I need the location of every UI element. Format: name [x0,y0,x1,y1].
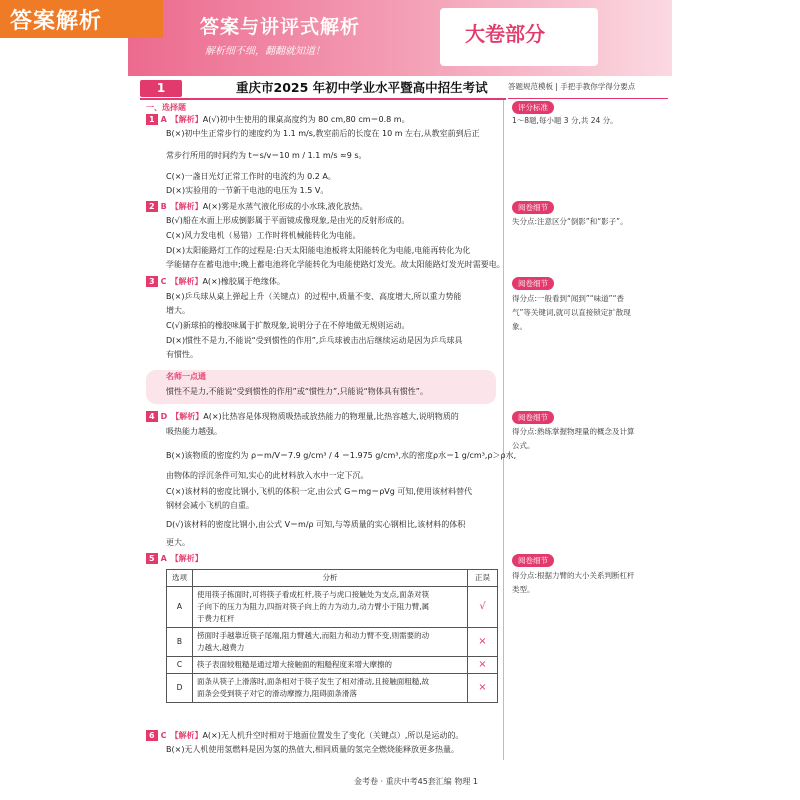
side-text: 象。 [512,322,527,331]
side-text: 失分点:注意区分“倒影”和“影子”。 [512,217,628,226]
q4-line: B(×)该物质的密度约为 ρ＝m/V＝7.9 g/cm³ / 4 ＝1.975 g/cm³,水的密度ρ水＝1 g/cm³,ρ＞ρ水, [166,451,517,460]
side-label: 阅卷细节 [512,277,554,290]
q4-line: 更大。 [166,538,190,547]
q5-tag: 【解析】 [170,554,203,563]
table-header: 正误 [468,570,498,587]
header-slogan: 解析细不细，翻翻就知道！ [205,46,325,57]
q1-line: 常步行所用的时间约为 t＝s/v＝10 m / 1.1 m/s ≈9 s。 [166,151,367,160]
side-label: 阅卷细节 [512,201,554,214]
q4-line: 钢材会减小飞机的自重。 [166,501,254,510]
table-row [167,628,498,657]
side-label: 阅卷细节 [512,554,554,567]
table-cell: A [167,587,193,628]
table-cell: 使用筷子拣面时,可将筷子看成杠杆,筷子与虎口接触处为支点,面条对筷 子向下的压力为阻力,四指对筷子向上的力为动力,动力臂小于阻力臂,属 于费力杠杆 [193,587,468,628]
side-text: 公式。 [512,441,535,450]
table-header-row [167,570,498,587]
side-label: 评分标准 [512,101,554,114]
q1-line: C(×)一盏日光灯正常工作时的电流约为 0.2 A。 [166,172,336,181]
exam-title: 重庆市2025 年初中学业水平暨高中招生考试 [236,80,488,95]
table-cell: × [468,674,498,703]
q1-line: B(×)初中生正常步行的速度约为 1.1 m/s,教室前后的长度在 10 m 左右,从教室前到后正 [166,129,480,138]
table-cell: B [167,628,193,657]
table-row [167,587,498,628]
q2-line: D(×)太阳能路灯工作的过程是:白天太阳能电池板将太阳能转化为电能,电能再转化为化 [166,246,471,255]
column-divider [503,100,504,760]
table-header: 分析 [193,570,468,587]
table-row [167,674,498,703]
guide-label: 答题规范模板 | 手把手教你学得分要点 [508,82,636,91]
divider [508,98,668,99]
q1-line: D(×)实验用的一节新干电池的电压为 1.5 V。 [166,186,329,195]
table-cell: 面条从筷子上滑落时,面条相对于筷子发生了相对滑动,且接触面粗糙,故 面条会受到筷子对它的滑动摩擦力,阻碍面条滑落 [193,674,468,703]
side-text: 得分点:一般看到“闻到”“味道”“香 [512,294,624,303]
q1-line: 1 A 【解析】A(√)初中生使用的课桌高度约为 80 cm,80 cm＝0.8 m。 [146,114,410,125]
q6-tag: 【解析】 [170,731,203,740]
q2-number: 2 [146,201,158,212]
q6-line: 6 C 【解析】A(×)无人机升空时相对于地面位置发生了变化（关键点）,所以是运动的。 [146,730,463,741]
q6-answer: C [160,731,167,740]
q5-number: 5 [146,553,158,564]
q3-line: B(×)乒乓球从桌上弹起上升（关键点）的过程中,质量不变、高度增大,所以重力势能 [166,292,462,301]
q3-number: 3 [146,276,158,287]
table-header: 选项 [167,570,193,587]
q4-tag: 【解析】 [171,412,204,421]
q2-answer: B [160,202,167,211]
side-label: 阅卷细节 [512,411,554,424]
q4-line: 4 D 【解析】A(×)比热容是体现物质吸热或放热能力的物理量,比热容越大,说明物质的 [146,411,459,422]
q5-answer: A [160,554,167,563]
table-cell: × [468,628,498,657]
table-cell: D [167,674,193,703]
q5-line [146,553,203,564]
q4-answer: D [160,412,168,421]
exam-number-badge: 1 [140,80,182,97]
q1-number: 1 [146,114,158,125]
table-row [167,657,498,674]
q2-line: 2 B 【解析】A(×)雾是水蒸气液化形成的小水珠,液化放热。 [146,201,368,212]
side-text: 类型。 [512,585,535,594]
q1-answer: A [160,115,167,124]
tip-label: 名师一点通 [166,372,206,381]
q6-line: B(×)无人机使用氢燃料是因为氢的热值大,相同质量的氢完全燃烧能释放更多热量。 [166,745,459,754]
q1-tag: 【解析】 [170,115,203,124]
table-cell: × [468,657,498,674]
q3-answer: C [160,277,167,286]
table-cell: C [167,657,193,674]
table-cell: 捞面时手越靠近筷子尾端,阻力臂越大,而阻力和动力臂不变,则需要的动 力越大,越费力 [193,628,468,657]
table-cell: 筷子表面较粗糙是通过增大接触面的粗糙程度来增大摩擦的 [193,657,468,674]
q4-line: D(√)该材料的密度比钢小,由公式 V＝m/ρ 可知,与等质量的实心钢相比,该材料的体积 [166,520,466,529]
q4-line: 吸热能力越强。 [166,427,222,436]
q2-line: 学能储存在蓄电池中;晚上蓄电池将化学能转化为电能使路灯发光。故太阳能路灯发光时需要电。 [166,260,505,269]
q6-number: 6 [146,730,158,741]
q2-tag: 【解析】 [170,202,203,211]
analysis-table [166,569,498,703]
q4-line: 由物体的浮沉条件可知,实心的此材料放入水中一定下沉。 [166,471,369,480]
q3-line: 有惯性。 [166,350,198,359]
header-title: 答案与讲评式解析 [200,16,361,38]
side-text: 得分点:根据力臂的大小关系判断杠杆 [512,571,635,580]
section-heading: 一、选择题 [146,103,186,112]
page-footer: 金考卷 · 重庆中考45套汇编 物理 1 [354,777,478,786]
q3-line: C(√)新球拍的橡胶味属于扩散现象,说明分子在不停地做无规则运动。 [166,321,410,330]
side-text: 气”等关键词,就可以直接锁定扩散现 [512,308,631,317]
q4-number: 4 [146,411,158,422]
q3-line: 3 C 【解析】A(×)橡胶属于绝缘体。 [146,276,285,287]
side-text: 1～8题,每小题 3 分,共 24 分。 [512,116,618,125]
tip-text: 惯性不是力,不能说“受到惯性的作用”或“惯性力”,只能说“物体具有惯性”。 [166,387,428,396]
side-text: 得分点:熟练掌握物理量的概念及计算 [512,427,635,436]
table-cell: √ [468,587,498,628]
q2-line: B(√)船在水面上形成倒影属于平面镜成像现象,是由光的反射形成的。 [166,216,410,225]
q3-tag: 【解析】 [170,277,203,286]
q4-line: C(×)该材料的密度比钢小,飞机的体积一定,由公式 G＝mg＝ρVg 可知,使用该材料替代 [166,487,472,496]
q2-line: C(×)风力发电机（易错）工作时将机械能转化为电能。 [166,231,361,240]
corner-label: 答案解析 [0,0,163,38]
section-title: 大卷部分 [465,22,545,46]
q3-line: D(×)惯性不是力,不能说“受到惯性的作用”,乒乓球被击出后继续运动是因为乒乓球具 [166,336,463,345]
divider [140,98,506,100]
q3-line: 增大。 [166,306,190,315]
